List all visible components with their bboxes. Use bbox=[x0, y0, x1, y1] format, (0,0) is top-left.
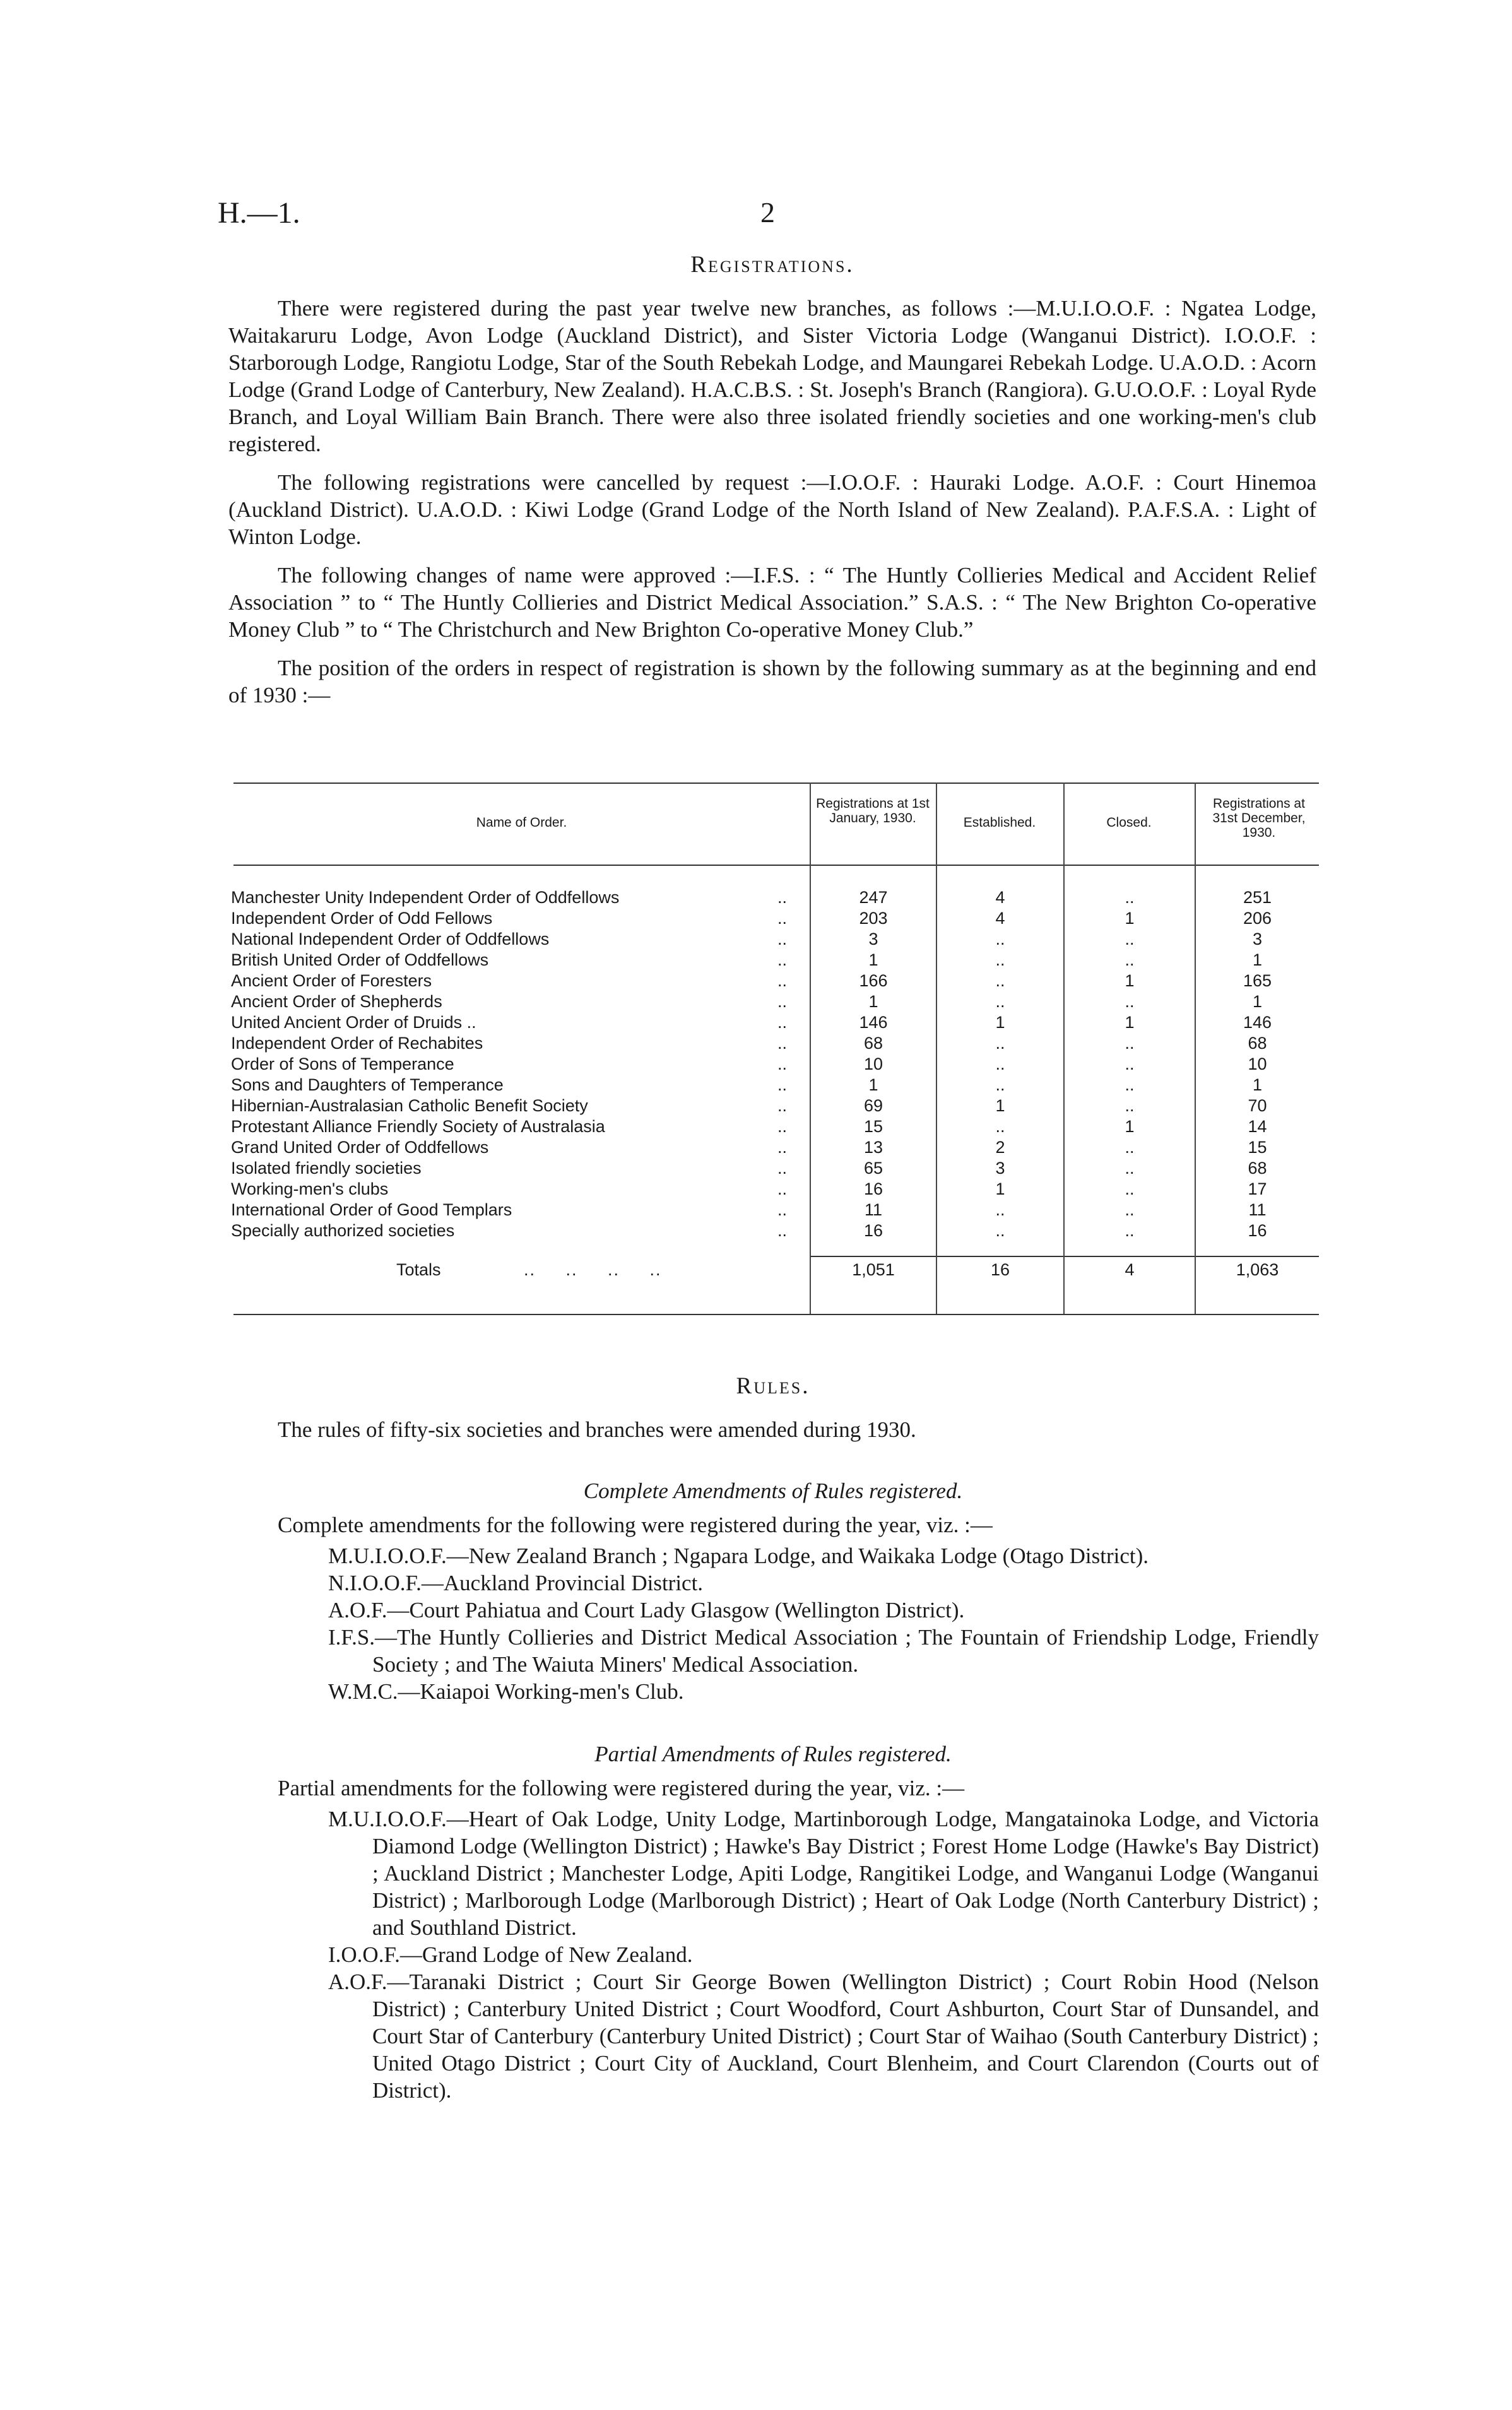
document-code: H.—1. bbox=[218, 196, 300, 230]
cell-closed: .. bbox=[1125, 950, 1135, 969]
cell-established: .. bbox=[995, 1054, 1005, 1073]
cell-established: .. bbox=[995, 992, 1005, 1011]
leader-dots: .. bbox=[777, 1034, 788, 1053]
cell-registrations-start: 16 bbox=[863, 1221, 883, 1240]
totals-established: 16 bbox=[990, 1260, 1010, 1279]
cell-closed: .. bbox=[1125, 888, 1135, 907]
cell-closed: 1 bbox=[1125, 971, 1135, 990]
cell-order-name: Hibernian-Australasian Catholic Benefit Society bbox=[231, 1096, 588, 1115]
cell-registrations-start: 1 bbox=[868, 1075, 878, 1094]
leader-dots: .. bbox=[777, 888, 788, 907]
leader-dots: .. bbox=[777, 1221, 788, 1240]
cell-registrations-end: 146 bbox=[1243, 1013, 1272, 1032]
cell-closed: 1 bbox=[1125, 1013, 1135, 1032]
header-closed: Closed. bbox=[1106, 815, 1152, 830]
cell-order-name: British United Order of Oddfellows bbox=[231, 950, 489, 969]
cell-closed: .. bbox=[1125, 930, 1135, 948]
leader-dots: .. bbox=[777, 1138, 788, 1157]
leader-dots: .. bbox=[777, 1179, 788, 1198]
complete-amendments-list bbox=[328, 1542, 1319, 1705]
leader-dots: .. bbox=[777, 992, 788, 1011]
cell-established: 4 bbox=[995, 909, 1005, 928]
cell-established: .. bbox=[995, 971, 1005, 990]
cell-closed: .. bbox=[1125, 1054, 1135, 1073]
cell-established: .. bbox=[995, 1075, 1005, 1094]
cell-order-name: Specially authorized societies bbox=[231, 1221, 455, 1240]
list-item: W.M.C.—Kaiapoi Working-men's Club. bbox=[328, 1679, 684, 1704]
cell-order-name: Ancient Order of Foresters bbox=[231, 971, 432, 990]
header-established: Established. bbox=[963, 815, 1036, 830]
cell-established: 1 bbox=[995, 1096, 1005, 1115]
cell-registrations-start: 10 bbox=[863, 1054, 883, 1073]
cell-order-name: United Ancient Order of Druids .. bbox=[231, 1013, 476, 1032]
table-bottom-rule bbox=[233, 1314, 1319, 1315]
leader-dots: .. bbox=[777, 1054, 788, 1073]
cell-registrations-end: 10 bbox=[1248, 1054, 1267, 1073]
totals-end: 1,063 bbox=[1236, 1260, 1279, 1279]
cell-closed: .. bbox=[1125, 1075, 1135, 1094]
leader-dots: .. bbox=[777, 1013, 788, 1032]
leader-dots: .. bbox=[777, 1200, 788, 1219]
cancellations-paragraph: The following registrations were cancelled by request :—I.O.O.F. : Hauraki Lodge. A.O.F. : Court Hinemoa (Auckland District). U.A.O.D. : Kiwi Lodge (Grand Lodge of the North Island of New Zealand). P.A.F.S.A. : Light of Winton Lodge. bbox=[228, 470, 1316, 549]
cell-registrations-start: 203 bbox=[859, 909, 888, 928]
cell-registrations-start: 13 bbox=[863, 1138, 883, 1157]
cell-order-name: Sons and Daughters of Temperance bbox=[231, 1075, 504, 1094]
list-item: I.F.S.—The Huntly Collieries and District Medical Association ; The Fountain of Friendship Lodge, Friendly Society ; and The Waiuta Miners' Medical Association. bbox=[328, 1625, 1319, 1677]
cell-established: 1 bbox=[995, 1013, 1005, 1032]
cell-registrations-start: 1 bbox=[868, 950, 878, 969]
leader-dots: .. bbox=[777, 1117, 788, 1136]
cell-established: .. bbox=[995, 930, 1005, 948]
cell-registrations-end: 17 bbox=[1248, 1179, 1267, 1198]
cell-closed: .. bbox=[1125, 1034, 1135, 1053]
cell-registrations-start: 15 bbox=[863, 1117, 883, 1136]
cell-closed: .. bbox=[1125, 1096, 1135, 1115]
cell-registrations-start: 65 bbox=[863, 1159, 883, 1178]
header-registrations-start: Registrations at 1st January, 1930. bbox=[816, 796, 930, 825]
leader-dots: .. bbox=[777, 909, 788, 928]
cell-established: .. bbox=[995, 950, 1005, 969]
cell-order-name: International Order of Good Templars bbox=[231, 1200, 512, 1219]
cell-established: 1 bbox=[995, 1179, 1005, 1198]
leader-dots: .. bbox=[777, 930, 788, 948]
summary-intro-paragraph: The position of the orders in respect of registration is shown by the following summary as at the beginning and end of 1930 :— bbox=[228, 656, 1316, 707]
cell-registrations-start: 247 bbox=[859, 888, 888, 907]
cell-order-name: Independent Order of Rechabites bbox=[231, 1034, 483, 1053]
list-item: I.O.O.F.—Grand Lodge of New Zealand. bbox=[328, 1942, 693, 1967]
cell-registrations-end: 1 bbox=[1252, 1075, 1263, 1094]
cell-registrations-start: 11 bbox=[864, 1200, 883, 1219]
cell-registrations-end: 14 bbox=[1248, 1117, 1267, 1136]
rules-intro: The rules of fifty-six societies and branches were amended during 1930. bbox=[278, 1417, 916, 1442]
cell-registrations-end: 16 bbox=[1248, 1221, 1267, 1240]
cell-registrations-start: 1 bbox=[868, 992, 878, 1011]
cell-registrations-end: 68 bbox=[1248, 1034, 1267, 1053]
cell-established: .. bbox=[995, 1221, 1005, 1240]
cell-order-name: Working-men's clubs bbox=[231, 1179, 389, 1198]
cell-registrations-end: 165 bbox=[1243, 971, 1272, 990]
partial-amendments-list bbox=[328, 1805, 1319, 2104]
list-item: A.O.F.—Taranaki District ; Court Sir George Bowen (Wellington District) ; Court Robin Hood (Nelson District) ; Canterbury United District ; Court Woodford, Court Ashburton, Court Star of Dunsandel, and Court Star of Canterbury (Canterbury United District) ; Court Star of Waihao (South Canterbury District) ; United Otago District ; Court City of Auckland, Court Blenheim, and Court Clarendon (Courts out of District). bbox=[328, 1970, 1319, 2103]
table-top-rule bbox=[233, 783, 1319, 784]
rules-heading: Rules. bbox=[736, 1373, 810, 1399]
cell-registrations-end: 1 bbox=[1252, 992, 1263, 1011]
partial-amendments-heading: Partial Amendments of Rules registered. bbox=[594, 1742, 952, 1766]
name-changes-paragraph: The following changes of name were approved :—I.F.S. : “ The Huntly Collieries Medical and Accident Relief Association ” to “ The Huntly Collieries and District Medical Association.” S.A.S. : “ The New Brighton Co-operative Money Club ” to “ The Christchurch and New Brighton Co-operative Money Club.” bbox=[228, 563, 1316, 642]
list-item: A.O.F.—Court Pahiatua and Court Lady Glasgow (Wellington District). bbox=[328, 1598, 965, 1622]
header-registrations-end: Registrations at 31st December, 1930. bbox=[1212, 796, 1306, 840]
cell-registrations-end: 1 bbox=[1252, 950, 1263, 969]
registrations-section bbox=[228, 251, 1316, 709]
cell-established: 4 bbox=[995, 888, 1005, 907]
cell-closed: .. bbox=[1125, 1179, 1135, 1198]
leader-dots: .. bbox=[777, 1075, 788, 1094]
cell-order-name: Order of Sons of Temperance bbox=[231, 1054, 454, 1073]
cell-closed: 1 bbox=[1125, 909, 1135, 928]
table-header-rule bbox=[233, 865, 1319, 866]
totals-closed: 4 bbox=[1125, 1260, 1135, 1279]
cell-registrations-end: 3 bbox=[1252, 930, 1263, 948]
cell-registrations-end: 70 bbox=[1248, 1096, 1267, 1115]
cell-registrations-end: 68 bbox=[1248, 1159, 1267, 1178]
cell-order-name: Isolated friendly societies bbox=[231, 1159, 422, 1178]
cell-registrations-start: 146 bbox=[859, 1013, 888, 1032]
cell-established: 3 bbox=[995, 1159, 1005, 1178]
totals-start: 1,051 bbox=[852, 1260, 895, 1279]
cell-registrations-start: 166 bbox=[859, 971, 888, 990]
cell-established: .. bbox=[995, 1034, 1005, 1053]
cell-closed: 1 bbox=[1125, 1117, 1135, 1136]
header-name-of-order: Name of Order. bbox=[476, 815, 567, 830]
partial-amendments-intro: Partial amendments for the following were registered during the year, viz. :— bbox=[278, 1776, 965, 1800]
cell-order-name: Grand United Order of Oddfellows bbox=[231, 1138, 489, 1157]
cell-order-name: Manchester Unity Independent Order of Oddfellows bbox=[231, 888, 620, 907]
cell-registrations-start: 16 bbox=[863, 1179, 883, 1198]
registrations-heading: Registrations. bbox=[690, 252, 854, 278]
complete-amendments-intro: Complete amendments for the following were registered during the year, viz. :— bbox=[278, 1513, 993, 1537]
cell-order-name: Independent Order of Odd Fellows bbox=[231, 909, 493, 928]
leader-dots: .. bbox=[777, 971, 788, 990]
cell-established: 2 bbox=[995, 1138, 1005, 1157]
cell-registrations-end: 251 bbox=[1243, 888, 1272, 907]
cell-registrations-start: 68 bbox=[863, 1034, 883, 1053]
cell-established: .. bbox=[995, 1117, 1005, 1136]
cell-registrations-start: 69 bbox=[863, 1096, 883, 1115]
list-item: M.U.I.O.O.F.—Heart of Oak Lodge, Unity Lodge, Martinborough Lodge, Mangatainoka Lodge, and Victoria Diamond Lodge (Wellington District) ; Hawke's Bay District ; Forest Home Lodge (Hawke's Bay District) ; Auckland District ; Manchester Lodge, Apiti Lodge, Rangitikei Lodge, and Wanganui Lodge (Wanganui District) ; Marlborough Lodge (Marlborough District) ; Heart of Oak Lodge (North Canterbury District) ; and Southland District. bbox=[328, 1807, 1319, 1940]
cell-registrations-end: 15 bbox=[1248, 1138, 1267, 1157]
totals-label: Totals bbox=[396, 1260, 441, 1279]
leader-dots: .. bbox=[777, 1159, 788, 1178]
cell-order-name: Ancient Order of Shepherds bbox=[231, 992, 442, 1011]
page-number: 2 bbox=[760, 196, 775, 228]
cell-closed: .. bbox=[1125, 1200, 1135, 1219]
cell-closed: .. bbox=[1125, 1221, 1135, 1240]
cell-established: .. bbox=[995, 1200, 1005, 1219]
cell-closed: .. bbox=[1125, 1138, 1135, 1157]
cell-closed: .. bbox=[1125, 1159, 1135, 1178]
list-item: M.U.I.O.O.F.—New Zealand Branch ; Ngapara Lodge, and Waikaka Lodge (Otago District). bbox=[328, 1544, 1149, 1568]
cell-registrations-end: 206 bbox=[1243, 909, 1272, 928]
cell-order-name: Protestant Alliance Friendly Society of Australasia bbox=[231, 1117, 605, 1136]
rules-section bbox=[278, 1373, 1319, 2104]
totals-leader: .. .. .. .. bbox=[524, 1260, 662, 1279]
cell-registrations-end: 11 bbox=[1248, 1200, 1267, 1219]
list-item: N.I.O.O.F.—Auckland Provincial District. bbox=[328, 1571, 704, 1595]
registrations-paragraph: There were registered during the past year twelve new branches, as follows :—M.U.I.O.O.F. : Ngatea Lodge, Waitakaruru Lodge, Avon Lodge (Auckland District), and Sister Victoria Lodge (Wanganui District). I.O.O.F. : Starborough Lodge, Rangiotu Lodge, Star of the South Rebekah Lodge, and Maungarei Rebekah Lodge. U.A.O.D. : Acorn Lodge (Grand Lodge of Canterbury, New Zealand). H.A.C.B.S. : St. Joseph's Branch (Rangiora). G.U.O.O.F. : Loyal Ryde Branch, and Loyal William Bain Branch. There were also three isolated friendly societies and one working-men's club registered. bbox=[228, 296, 1316, 456]
leader-dots: .. bbox=[777, 950, 788, 969]
leader-dots: .. bbox=[777, 1096, 788, 1115]
cell-registrations-start: 3 bbox=[868, 930, 878, 948]
complete-amendments-heading: Complete Amendments of Rules registered. bbox=[583, 1479, 963, 1503]
cell-order-name: National Independent Order of Oddfellows bbox=[231, 930, 550, 948]
cell-closed: .. bbox=[1125, 992, 1135, 1011]
